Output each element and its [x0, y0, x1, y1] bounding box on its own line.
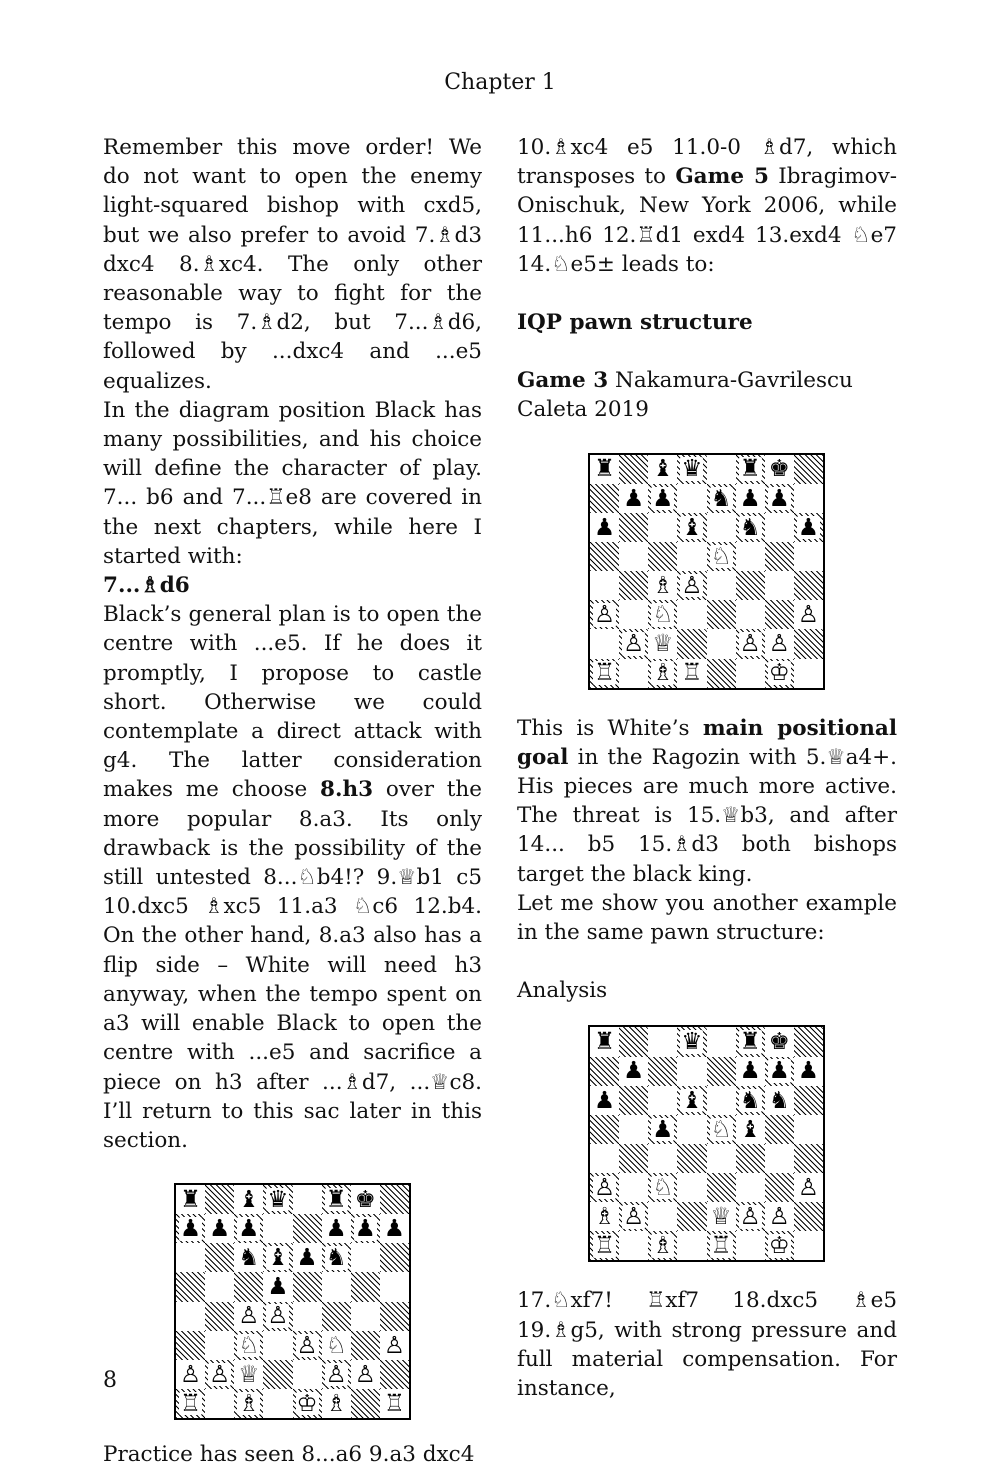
board-square — [619, 542, 648, 571]
board-square — [648, 1231, 677, 1260]
game-venue: Caleta 2019 — [517, 397, 649, 423]
board-square — [765, 1086, 794, 1115]
chess-diagram — [174, 1183, 411, 1420]
black-rook-icon: ♜ — [594, 454, 616, 483]
white-pawn-icon: ♙ — [238, 1301, 260, 1330]
board-square — [351, 1302, 380, 1331]
right-column — [517, 133, 897, 1403]
board-square — [736, 1231, 765, 1260]
board-square — [293, 1214, 322, 1243]
board-square — [677, 1086, 706, 1115]
board-square — [619, 571, 648, 600]
board-square — [794, 513, 823, 542]
board-square — [707, 629, 736, 658]
black-knight-icon: ♞ — [739, 512, 761, 541]
black-king-icon: ♚ — [354, 1184, 376, 1213]
board-square — [736, 1144, 765, 1173]
white-rook-icon: ♖ — [180, 1388, 202, 1417]
board-square — [590, 513, 619, 542]
board-square — [380, 1389, 409, 1418]
board-square — [677, 1057, 706, 1086]
black-bishop-icon: ♝ — [739, 1114, 761, 1143]
black-rook-icon: ♜ — [325, 1184, 347, 1213]
board-square — [707, 1144, 736, 1173]
board-square — [263, 1302, 292, 1331]
board-square — [590, 1173, 619, 1202]
board-square — [263, 1272, 292, 1301]
board-square — [351, 1243, 380, 1272]
white-king-icon: ♔ — [768, 658, 790, 687]
board-square — [794, 1144, 823, 1173]
board-square — [677, 484, 706, 513]
white-rook-icon: ♖ — [681, 658, 703, 687]
black-pawn-icon: ♟ — [180, 1214, 202, 1243]
board-square — [648, 542, 677, 571]
board-square — [234, 1243, 263, 1272]
board-square — [648, 484, 677, 513]
board-square — [590, 1202, 619, 1231]
black-rook-icon: ♜ — [739, 454, 761, 483]
white-bishop-icon: ♗ — [325, 1388, 347, 1417]
board-square — [380, 1272, 409, 1301]
board-square — [707, 1231, 736, 1260]
board-square — [794, 484, 823, 513]
board-square — [765, 1202, 794, 1231]
board-square — [176, 1302, 205, 1331]
board-square — [590, 1115, 619, 1144]
board-square — [234, 1389, 263, 1418]
board-square — [794, 1086, 823, 1115]
board-square — [205, 1272, 234, 1301]
board-square — [351, 1389, 380, 1418]
black-pawn-icon: ♟ — [797, 512, 819, 541]
board-square — [380, 1360, 409, 1389]
board-square — [590, 629, 619, 658]
board-square — [351, 1214, 380, 1243]
board-square — [234, 1214, 263, 1243]
board-square — [707, 571, 736, 600]
board-square — [590, 659, 619, 688]
white-king-icon: ♔ — [768, 1231, 790, 1260]
board-square — [293, 1243, 322, 1272]
board-square — [322, 1360, 351, 1389]
board-square — [765, 513, 794, 542]
black-queen-icon: ♛ — [681, 454, 703, 483]
black-bishop-icon: ♝ — [267, 1243, 289, 1272]
board-square — [707, 1202, 736, 1231]
white-pawn-icon: ♙ — [180, 1359, 202, 1388]
white-queen-icon: ♕ — [238, 1359, 260, 1388]
black-pawn-icon: ♟ — [739, 1056, 761, 1085]
white-pawn-icon: ♙ — [768, 629, 790, 658]
board-square — [677, 659, 706, 688]
board-square — [322, 1302, 351, 1331]
board-square — [619, 659, 648, 688]
paragraph: This is White’s main positional goal in the Ragozin with 5.♕a4+. His pieces are much more active. The threat is 15.♕b3, and after 14... b5 15.♗d3 both bishops target the black king. — [517, 715, 898, 887]
page-number: 8 — [103, 1368, 117, 1393]
board-square — [794, 629, 823, 658]
board-square — [619, 1144, 648, 1173]
black-pawn-icon: ♟ — [594, 1085, 616, 1114]
board-square — [590, 600, 619, 629]
board-square — [619, 1086, 648, 1115]
board-square — [619, 1173, 648, 1202]
board-square — [293, 1185, 322, 1214]
white-bishop-icon: ♗ — [652, 658, 674, 687]
white-pawn-icon: ♙ — [594, 1172, 616, 1201]
board-square — [263, 1214, 292, 1243]
white-pawn-icon: ♙ — [797, 1172, 819, 1201]
white-pawn-icon: ♙ — [623, 1202, 645, 1231]
black-pawn-icon: ♟ — [739, 483, 761, 512]
paragraph: Remember this move order! We do not want to open the enemy light-squared bishop with cxd5, but we also prefer to avoid 7.♗d3 dxc4 8.♗xc4. The only other reasonable way to fight for the tempo is 7.♗d2, but 7...♗d6, followed by ...dxc4 and ...e5 equalizes. — [103, 135, 482, 394]
board-square — [590, 1144, 619, 1173]
board-square — [293, 1389, 322, 1418]
black-knight-icon: ♞ — [238, 1243, 260, 1272]
board-square — [619, 1202, 648, 1231]
board-square — [205, 1389, 234, 1418]
board-square — [322, 1185, 351, 1214]
white-knight-icon: ♘ — [238, 1330, 260, 1359]
board-square — [794, 600, 823, 629]
board-square — [648, 629, 677, 658]
white-rook-icon: ♖ — [710, 1231, 732, 1260]
board-square — [707, 659, 736, 688]
board-square — [380, 1214, 409, 1243]
board-square — [351, 1185, 380, 1214]
board-square — [380, 1302, 409, 1331]
white-pawn-icon: ♙ — [594, 600, 616, 629]
board-square — [322, 1214, 351, 1243]
black-pawn-icon: ♟ — [354, 1214, 376, 1243]
board-square — [794, 455, 823, 484]
board-square — [205, 1331, 234, 1360]
board-square — [619, 629, 648, 658]
board-square — [707, 455, 736, 484]
board-square — [736, 659, 765, 688]
board-square — [736, 484, 765, 513]
board-square — [707, 542, 736, 571]
black-pawn-icon: ♟ — [594, 512, 616, 541]
board-square — [590, 1027, 619, 1056]
board-square — [736, 455, 765, 484]
board-square — [619, 1057, 648, 1086]
board-square — [351, 1272, 380, 1301]
section-heading: IQP pawn structure — [517, 310, 753, 336]
board-square — [707, 1027, 736, 1056]
board-square — [765, 542, 794, 571]
white-knight-icon: ♘ — [652, 1172, 674, 1201]
board-square — [380, 1243, 409, 1272]
black-pawn-icon: ♟ — [383, 1214, 405, 1243]
board-square — [707, 1115, 736, 1144]
board-square — [707, 1173, 736, 1202]
board-square — [648, 455, 677, 484]
board-square — [736, 1202, 765, 1231]
board-square — [765, 600, 794, 629]
board-square — [794, 1057, 823, 1086]
board-square — [736, 542, 765, 571]
white-pawn-icon: ♙ — [296, 1330, 318, 1359]
board-square — [590, 1086, 619, 1115]
board-square — [619, 1027, 648, 1056]
board-square — [707, 1086, 736, 1115]
black-pawn-icon: ♟ — [209, 1214, 231, 1243]
board-square — [677, 1202, 706, 1231]
board-square — [322, 1331, 351, 1360]
left-column — [103, 133, 482, 1469]
board-square — [205, 1214, 234, 1243]
white-pawn-icon: ♙ — [739, 1202, 761, 1231]
board-square — [677, 1231, 706, 1260]
board-square — [619, 484, 648, 513]
board-square — [707, 1057, 736, 1086]
board-square — [794, 1173, 823, 1202]
board-square — [619, 600, 648, 629]
board-square — [677, 600, 706, 629]
black-pawn-icon: ♟ — [267, 1272, 289, 1301]
board-square — [263, 1360, 292, 1389]
black-knight-icon: ♞ — [710, 483, 732, 512]
board-square — [765, 571, 794, 600]
white-pawn-icon: ♙ — [681, 570, 703, 599]
white-queen-icon: ♕ — [710, 1202, 732, 1231]
board-square — [765, 659, 794, 688]
board-square — [590, 455, 619, 484]
board-square — [176, 1272, 205, 1301]
white-pawn-icon: ♙ — [383, 1330, 405, 1359]
board-square — [765, 1231, 794, 1260]
board-square — [619, 1115, 648, 1144]
board-square — [794, 1115, 823, 1144]
white-pawn-icon: ♙ — [739, 629, 761, 658]
chess-diagram — [588, 453, 825, 690]
board-square — [293, 1302, 322, 1331]
black-knight-icon: ♞ — [325, 1243, 347, 1272]
board-square — [380, 1185, 409, 1214]
board-square — [590, 542, 619, 571]
move-heading: 7...♗d6 — [103, 573, 190, 599]
board-square — [205, 1243, 234, 1272]
board-square — [234, 1331, 263, 1360]
board-square — [590, 1231, 619, 1260]
board-square — [648, 1173, 677, 1202]
black-pawn-icon: ♟ — [652, 483, 674, 512]
board-square — [205, 1185, 234, 1214]
black-pawn-icon: ♟ — [623, 483, 645, 512]
board-square — [648, 600, 677, 629]
black-bishop-icon: ♝ — [681, 1085, 703, 1114]
board-square — [619, 455, 648, 484]
board-square — [234, 1272, 263, 1301]
board-square — [176, 1214, 205, 1243]
white-king-icon: ♔ — [296, 1388, 318, 1417]
paragraph: Let me show you another example in the same pawn structure: — [517, 890, 897, 946]
board-square — [765, 484, 794, 513]
white-knight-icon: ♘ — [325, 1330, 347, 1359]
white-knight-icon: ♘ — [710, 1114, 732, 1143]
board-square — [736, 629, 765, 658]
board-square — [648, 1057, 677, 1086]
board-square — [707, 513, 736, 542]
black-pawn-icon: ♟ — [296, 1243, 318, 1272]
board-square — [765, 1027, 794, 1056]
white-bishop-icon: ♗ — [238, 1388, 260, 1417]
board-square — [293, 1331, 322, 1360]
board-square — [765, 629, 794, 658]
board-square — [736, 1086, 765, 1115]
paragraph: 10.♗xc4 e5 11.0-0 ♗d7, which transposes to Game 5 Ibragimov-Onischuk, New York 2006, while 11...h6 12.♖d1 exd4 13.exd4 ♘e7 14.♘e5± leads to: — [517, 135, 897, 277]
black-bishop-icon: ♝ — [652, 454, 674, 483]
board-square — [176, 1185, 205, 1214]
board-square — [234, 1302, 263, 1331]
black-rook-icon: ♜ — [180, 1184, 202, 1213]
board-square — [648, 1202, 677, 1231]
board-square — [765, 1144, 794, 1173]
board-square — [648, 571, 677, 600]
board-square — [794, 1202, 823, 1231]
paragraph: Practice has seen 8...a6 9.a3 dxc4 — [103, 1442, 475, 1468]
black-queen-icon: ♛ — [267, 1184, 289, 1213]
white-pawn-icon: ♙ — [325, 1359, 347, 1388]
board-square — [263, 1243, 292, 1272]
board-square — [677, 571, 706, 600]
board-square — [205, 1360, 234, 1389]
board-square — [736, 1173, 765, 1202]
black-pawn-icon: ♟ — [768, 1056, 790, 1085]
black-pawn-icon: ♟ — [325, 1214, 347, 1243]
white-bishop-icon: ♗ — [652, 570, 674, 599]
board-square — [736, 1115, 765, 1144]
game-caption: Game 3 Nakamura-Gavrilescu — [517, 368, 853, 394]
board-square — [677, 1173, 706, 1202]
black-pawn-icon: ♟ — [652, 1114, 674, 1143]
diagram-caption: Analysis — [517, 978, 608, 1004]
black-knight-icon: ♞ — [739, 1085, 761, 1114]
white-knight-icon: ♘ — [710, 541, 732, 570]
running-header: Chapter 1 — [444, 70, 556, 95]
black-bishop-icon: ♝ — [681, 512, 703, 541]
board-square — [677, 1115, 706, 1144]
board-square — [677, 629, 706, 658]
board-square — [263, 1389, 292, 1418]
board-square — [263, 1185, 292, 1214]
board-square — [619, 513, 648, 542]
board-square — [736, 571, 765, 600]
board-square — [648, 1027, 677, 1056]
board-square — [794, 1027, 823, 1056]
board-square — [648, 1115, 677, 1144]
white-bishop-icon: ♗ — [652, 1231, 674, 1260]
board-square — [293, 1360, 322, 1389]
white-pawn-icon: ♙ — [354, 1359, 376, 1388]
white-knight-icon: ♘ — [652, 600, 674, 629]
board-square — [648, 1086, 677, 1115]
board-square — [176, 1243, 205, 1272]
board-square — [351, 1331, 380, 1360]
board-square — [765, 1173, 794, 1202]
black-queen-icon: ♛ — [681, 1027, 703, 1056]
board-square — [619, 1231, 648, 1260]
board-square — [648, 659, 677, 688]
board-square — [765, 455, 794, 484]
board-square — [205, 1302, 234, 1331]
paragraph: Black’s general plan is to open the centre with ...e5. If he does it promptly, I propose to castle short. Otherwise we could contemplate a direct attack with g4. The latter consideration makes me choose 8.h3 over the more popular 8.a3. Its only drawback is the possibility of the still untested 8...♘b4!? 9.♕b1 c5 10.dxc5 ♗xc5 11.a3 ♘c6 12.b4. On the other hand, 8.a3 also has a flip side – White will need h3 anyway, when the tempo spent on a3 will enable Black to open the centre with ...e5 and sacrifice a piece on h3 after ...♗d7, ...♕c8. I’ll return to this sac later in this section. — [103, 602, 482, 1153]
board-square — [677, 1027, 706, 1056]
paragraph: In the diagram position Black has many possibilities, and his choice will define the character of play. 7... b6 and 7...♖e8 are covered in the next chapters, while here I started with: — [103, 397, 482, 569]
board-square — [322, 1272, 351, 1301]
board-square — [794, 659, 823, 688]
black-rook-icon: ♜ — [594, 1027, 616, 1056]
board-square — [176, 1331, 205, 1360]
white-rook-icon: ♖ — [594, 658, 616, 687]
board-square — [765, 1057, 794, 1086]
black-bishop-icon: ♝ — [238, 1184, 260, 1213]
board-square — [794, 542, 823, 571]
board-square — [736, 1027, 765, 1056]
chess-diagram — [588, 1025, 825, 1262]
board-square — [736, 1057, 765, 1086]
paragraph: 17.♘xf7! ♖xf7 18.dxc5 ♗e5 19.♗g5, with strong pressure and full material compensation. For instance, — [517, 1288, 897, 1402]
white-pawn-icon: ♙ — [797, 600, 819, 629]
white-bishop-icon: ♗ — [594, 1202, 616, 1231]
white-rook-icon: ♖ — [594, 1231, 616, 1260]
board-square — [590, 1057, 619, 1086]
board-square — [293, 1272, 322, 1301]
board-square — [322, 1243, 351, 1272]
black-pawn-icon: ♟ — [797, 1056, 819, 1085]
board-square — [677, 455, 706, 484]
black-pawn-icon: ♟ — [768, 483, 790, 512]
board-square — [351, 1360, 380, 1389]
black-pawn-icon: ♟ — [238, 1214, 260, 1243]
white-pawn-icon: ♙ — [267, 1301, 289, 1330]
white-queen-icon: ♕ — [652, 629, 674, 658]
black-pawn-icon: ♟ — [623, 1056, 645, 1085]
board-square — [707, 600, 736, 629]
white-rook-icon: ♖ — [383, 1388, 405, 1417]
board-square — [590, 571, 619, 600]
black-rook-icon: ♜ — [739, 1027, 761, 1056]
black-king-icon: ♚ — [768, 1027, 790, 1056]
black-knight-icon: ♞ — [768, 1085, 790, 1114]
board-square — [263, 1331, 292, 1360]
board-square — [736, 513, 765, 542]
board-square — [707, 484, 736, 513]
board-square — [736, 600, 765, 629]
board-square — [322, 1389, 351, 1418]
board-square — [176, 1389, 205, 1418]
board-square — [677, 1144, 706, 1173]
board-square — [380, 1331, 409, 1360]
white-pawn-icon: ♙ — [768, 1202, 790, 1231]
black-king-icon: ♚ — [768, 454, 790, 483]
board-square — [648, 1144, 677, 1173]
board-square — [234, 1360, 263, 1389]
board-square — [176, 1360, 205, 1389]
board-square — [794, 1231, 823, 1260]
board-square — [794, 571, 823, 600]
white-pawn-icon: ♙ — [623, 629, 645, 658]
board-square — [677, 513, 706, 542]
board-square — [590, 484, 619, 513]
white-pawn-icon: ♙ — [209, 1359, 231, 1388]
board-square — [234, 1185, 263, 1214]
board-square — [648, 513, 677, 542]
board-square — [765, 1115, 794, 1144]
board-square — [677, 542, 706, 571]
